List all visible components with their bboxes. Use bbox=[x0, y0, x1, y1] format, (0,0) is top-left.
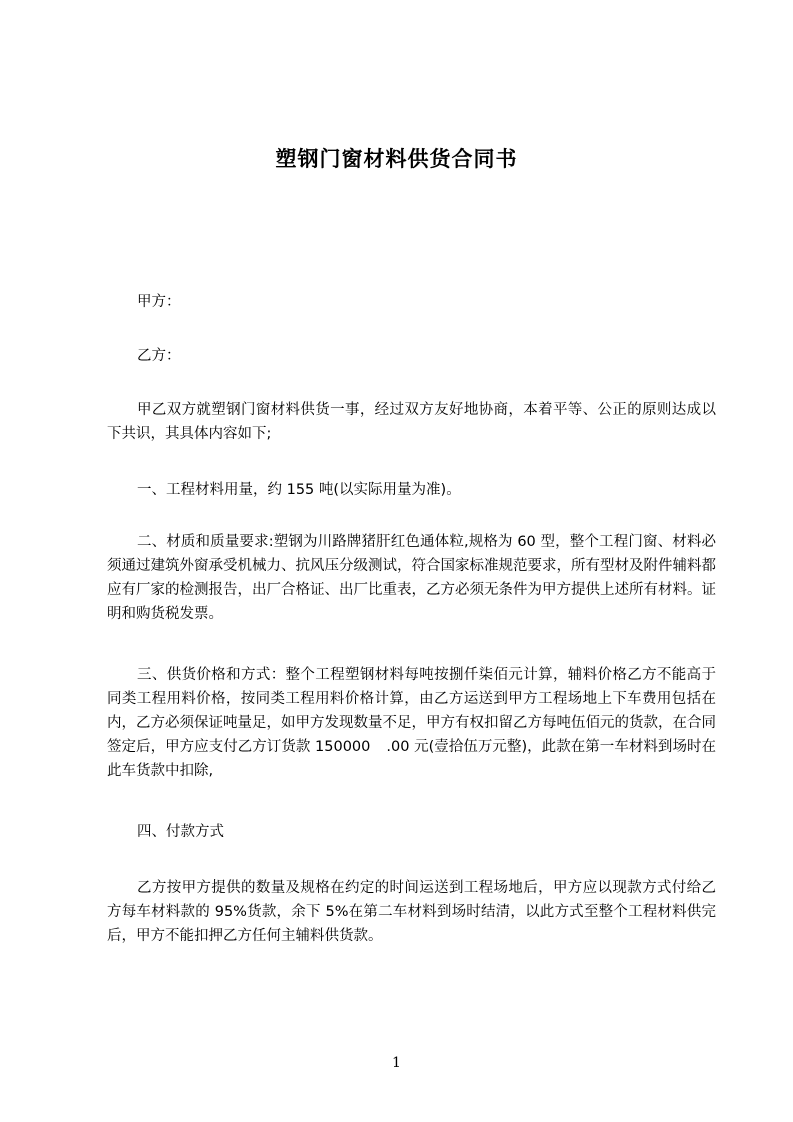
document-title: 塑钢门窗材料供货合同书 bbox=[275, 147, 518, 171]
clause-3-text-part2: .00 元(壹拾伍万元整)，此款在第一车材料到场时在此车货款中扣除, bbox=[107, 739, 716, 779]
clause-4-heading: 四、付款方式 bbox=[137, 824, 224, 840]
party-a-label: 甲方： bbox=[137, 294, 181, 310]
clause-1-material-quantity: 一、工程材料用量，约 155 吨(以实际用量为准)。 bbox=[137, 482, 461, 498]
clause-2-quality-requirements: 二、材质和质量要求:塑钢为川路牌猪肝红色通体粒,规格为 60 型，整个工程门窗、材料必须通过建筑外窗承受机械力、抗风压分级测试，符合国家标准规范要求，所有型材及附件辅料都应有厂家的检测报告，出厂合格证、出厂比重表，乙方必须无条件为甲方提供上述所有材料。证明和购货税发票。 bbox=[107, 534, 716, 622]
party-b-label: 乙方： bbox=[137, 348, 181, 364]
intro-paragraph: 甲乙双方就塑钢门窗材料供货一事，经过双方友好地协商，本着平等、公正的原则达成以下共识，其具体内容如下; bbox=[107, 402, 716, 442]
page-number: 1 bbox=[392, 1055, 401, 1071]
clause-3-price-and-delivery bbox=[107, 663, 716, 783]
clause-3-text-part1: 三、供货价格和方式：整个工程塑钢材料每吨按捌仟柒佰元计算，辅料价格乙方不能高于同类工程用料价格，按同类工程用料价格计算，由乙方运送到甲方工程场地上下车费用包括在内，乙方必须保证吨量足，如甲方发现数量不足，甲方有权扣留乙方每吨伍佰元的货款，在合同签定后，甲方应支付乙方订货款 150000 bbox=[107, 667, 716, 755]
payment-terms-paragraph: 乙方按甲方提供的数量及规格在约定的时间运送到工程场地后，甲方应以现款方式付给乙方每车材料款的 95%货款，余下 5%在第二车材料到场时结清，以此方式至整个工程材料供完后，甲方不能扣押乙方任何主辅料供货款。 bbox=[107, 880, 716, 944]
